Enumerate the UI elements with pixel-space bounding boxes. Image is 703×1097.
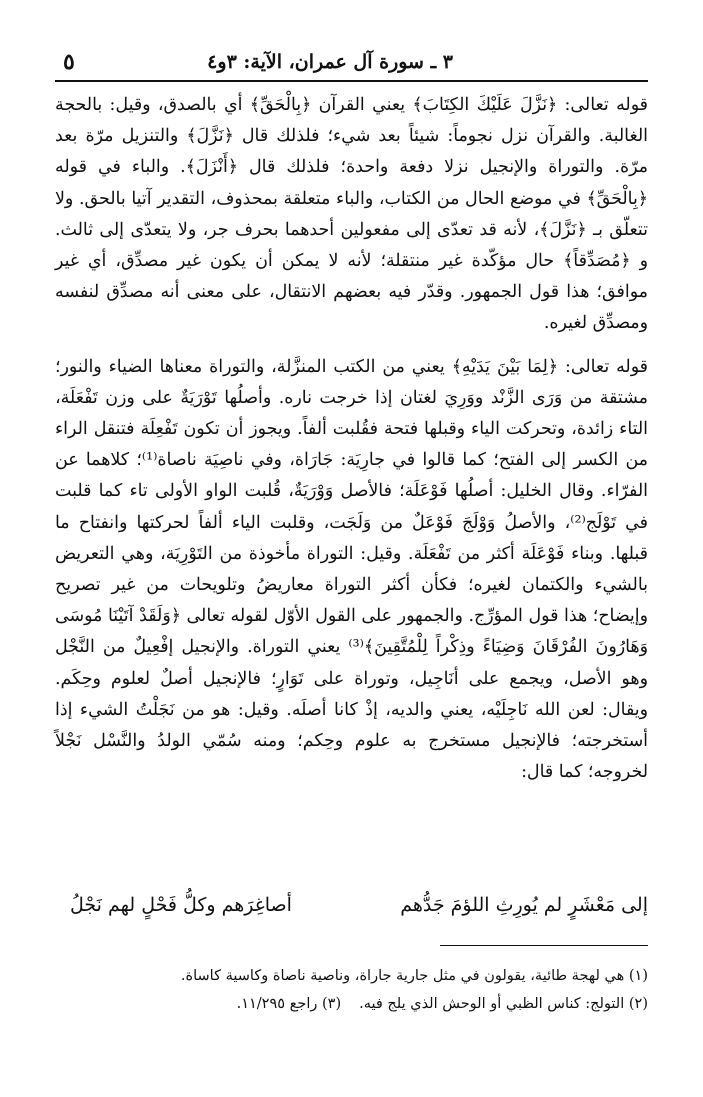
footnotes (55, 962, 648, 1018)
footnote-3: (٣) راجع ١١/٢٩٥. (236, 996, 342, 1012)
poem-first-hemistich: إلى مَعْشَرٍ لم يُورِثِ اللؤمَ جَدُّهم (400, 894, 648, 916)
poem-second-hemistich: أصاغِرَهم وكلُّ فَحْلٍ لهم نَجْلُ (70, 894, 292, 916)
paragraph-1: قوله تعالى: ﴿نَزَّلَ عَلَيْكَ الكِتَابَ﴾ يعني القرآن ﴿بِالْحَقِّ﴾ أي بالصدق، وقيل: بالحجة الغالبة. والقرآن نزل نجوماً: شيئاً بعد شيء؛ فلذلك قال ﴿نَزَّلَ﴾ والتنزيل مرّة بعد مرّة. والتوراة والإنجيل نزلا دفعة واحدة؛ فلذلك قال ﴿أَنْزَلَ﴾. والباء في قوله ﴿بِالْحَقِّ﴾ في موضع الحال من الكتاب، والباء متعلقة بمحذوف، التقدير آتيا بالحق. ولا تتعلّق بـ ﴿نَزَّلَ﴾، لأنه قد تعدّى إلى مفعولين أحدهما بحرف جر، ولا يتعدّى إلى ثالث. و ﴿مُصَدِّقاً﴾ حال مؤكّدة غير منتقلة؛ لأنه لا يمكن أن يكون غير مصدِّق، أي غير موافق؛ هذا قول الجمهور. وقدّر فيه بعضهم الانتقال، على معنى أنه مصدِّق لنفسه ومصدِّق لغيره. (55, 95, 648, 334)
paragraph-2: قوله تعالى: ﴿لِمَا بَيْنَ يَدَيْهِ﴾ يعني من الكتب المنزَّلة، والتوراة معناها الضياء والنور؛ مشتقة من وَرَى الزَّنْد ووَرِيَ لغتان إذا خرجت ناره. وأصلُها تَوْرَيَةٌ على وزن تَفْعَلَة، التاء زائدة، وتحركت الياء وقبلها فتحة فقُلبت ألفاً. ويجوز أن تكون تَفْعِلَة فتنقل الراء من الكسر إلى الفتح؛ كما قالوا في جارِيَة: جَارَاة، وفي ناصِيَة ناصاة⁽¹⁾؛ كلاهما عن الفرّاء. وقال الخليل: أصلُها فَوْعَلَة؛ فالأصل وَوْرَيَةٌ، قُلبت الواو الأولى تاء كما قلبت في تَوْلَج⁽²⁾، والأصلُ وَوْلَجَ فَوْعَلٌ من وَلَجَت، وقلبت الياء ألفاً لحركتها وانفتاح ما قبلها. وبناء فَوْعَلَة أكثر من تَفْعَلَة. وقيل: التوراة مأخوذة من التَوْرِيَة، وهي التعريض بالشيء والكتمان لغيره؛ فكأن أكثر التوراة معاريضُ وتلويحات من غير تصريح وإيضاح؛ هذا قول المؤرِّج. والجمهور على القول الأوّل لقوله تعالى ﴿وَلَقَدْ آتَيْنَا مُوسَى وَهَارُونَ الفُرْقَانَ وَضِيَاءً وذِكْراً لِلْمُتَّقِينَ﴾⁽³⁾ يعني التوراة. والإنجيل إفْعِيلٌ من النَّجْل وهو الأصل، ويجمع على أنَاجِيل، وتوراة على تَوَارٍ؛ فالإنجيل أصلٌ لعلوم وحِكَم. ويقال: لعن الله نَاجِلَيْه، يعني والديه، إذْ كانا أصلَه. وقيل: هو من نَجَلْتُ الشيء إذا أستخرجته؛ فالإنجيل مستخرج به علوم وحِكم؛ ومنه سُمّي الولدُ والنَّسْل نَجْلاً لخروجه؛ كما قال: (55, 356, 648, 783)
main-text (55, 90, 648, 788)
footnote-row-2 (55, 990, 648, 1018)
poem-verse (70, 894, 648, 924)
running-title: ٣ ـ سورة آل عمران، الآية: ٣و٤ (207, 51, 453, 73)
page-number: ٥ (63, 49, 75, 75)
footnote-1: (١) هي لهجة طائية، يقولون في مثل جارية جاراة، وناصية ناصاة وكاسية كاساة. (180, 968, 648, 984)
footnote-divider (440, 945, 648, 946)
page-header (55, 44, 648, 82)
footnote-2: (٢) التولج: كناس الظبي أو الوحش الذي يلج فيه. (359, 996, 648, 1012)
